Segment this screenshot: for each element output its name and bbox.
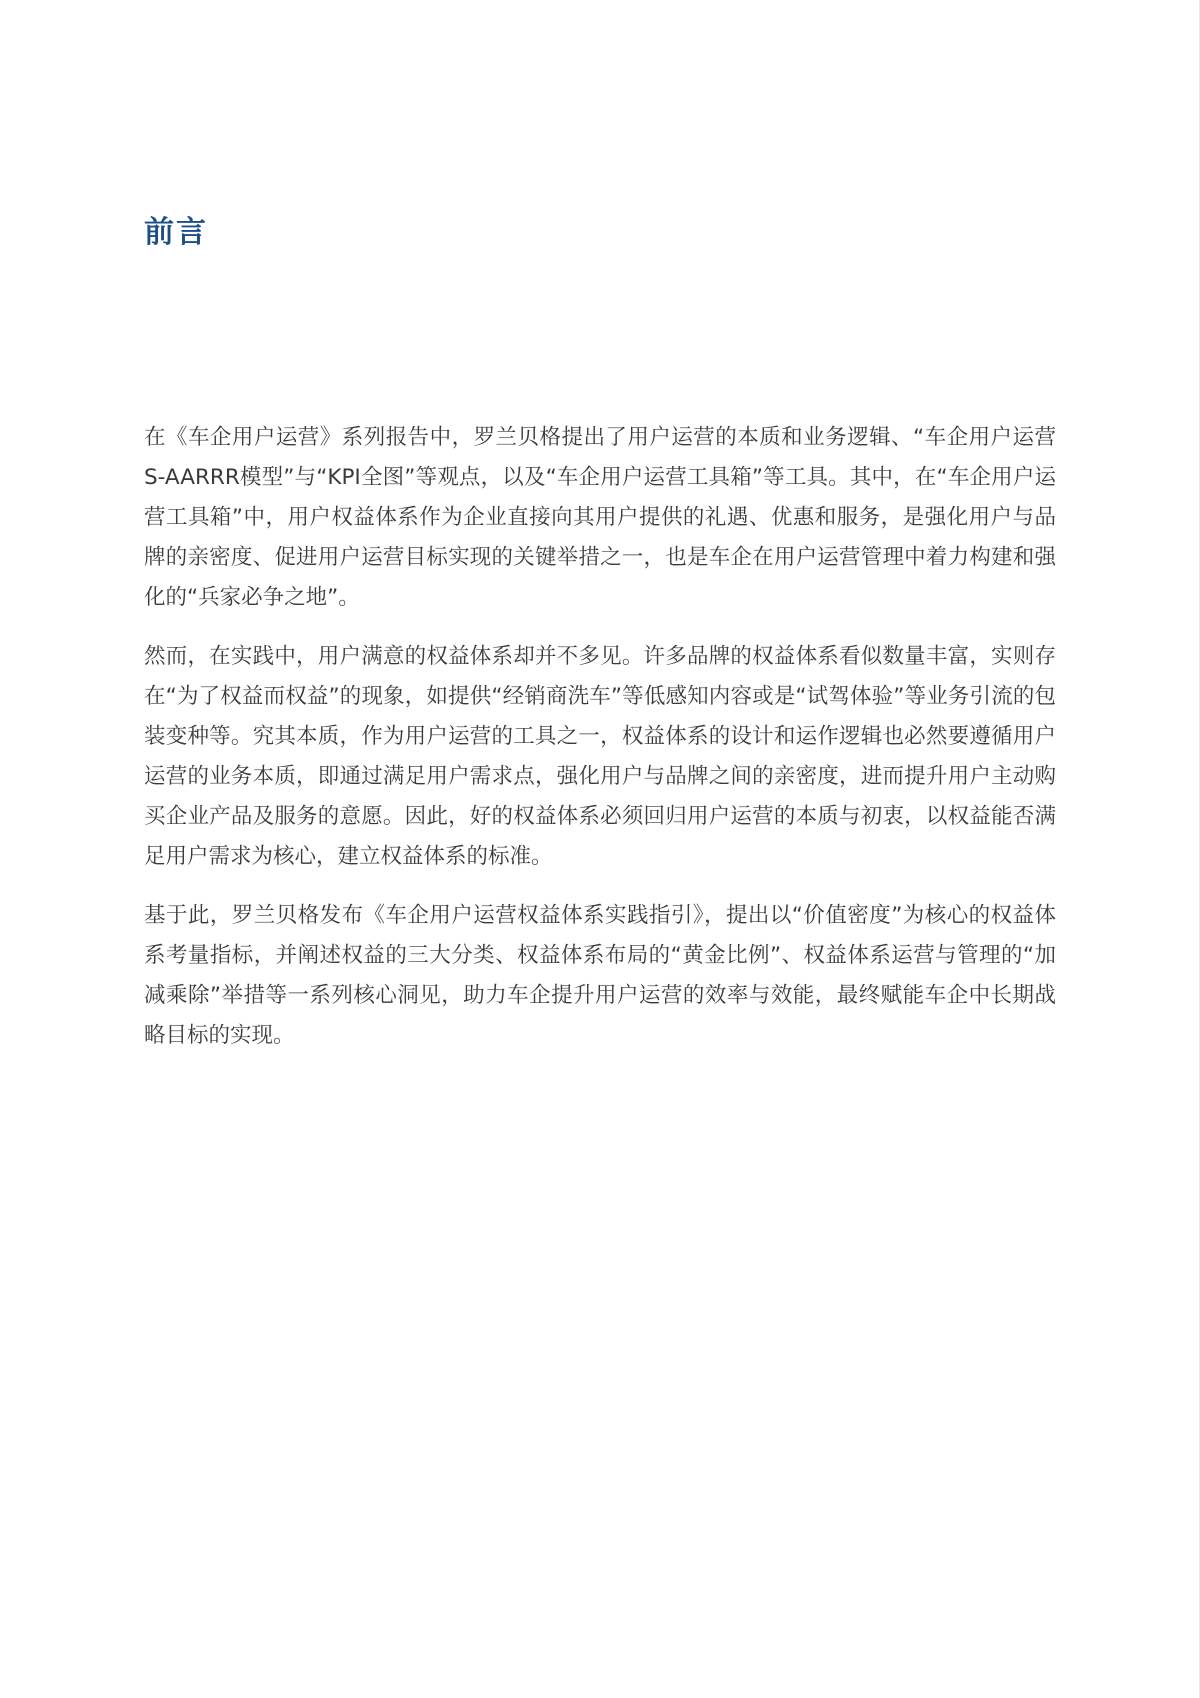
page-title: 前言 <box>144 215 208 250</box>
paragraph-2: 然而，在实践中，用户满意的权益体系却并不多见。许多品牌的权益体系看似数量丰富，实则存在“为了权益而权益”的现象，如提供“经销商洗车”等低感知内容或是“试驾体验”等业务引流的包装变种等。究其本质，作为用户运营的工具之一，权益体系的设计和运作逻辑也必然要遵循用户运营的业务本质，即通过满足用户需求点，强化用户与品牌之间的亲密度，进而提升用户主动购买企业产品及服务的意愿。因此，好的权益体系必须回归用户运营的本质与初衷，以权益能否满足用户需求为核心，建立权益体系的标准。 <box>144 644 1056 869</box>
paragraph-3: 基于此，罗兰贝格发布《车企用户运营权益体系实践指引》，提出以“价值密度”为核心的权益体系考量指标，并阐述权益的三大分类、权益体系布局的“黄金比例”、权益体系运营与管理的“加减乘除”举措等一系列核心洞见，助力车企提升用户运营的效率与效能，最终赋能车企中长期战略目标的实现。 <box>144 903 1056 1048</box>
paragraph-1: 在《车企用户运营》系列报告中，罗兰贝格提出了用户运营的本质和业务逻辑、“车企用户运营S-AARRR模型”与“KPI全图”等观点，以及“车企用户运营工具箱”等工具。其中，在“车企用户运营工具箱”中，用户权益体系作为企业直接向其用户提供的礼遇、优惠和服务，是强化用户与品牌的亲密度、促进用户运营目标实现的关键举措之一，也是车企在用户运营管理中着力构建和强化的“兵家必争之地”。 <box>144 425 1056 610</box>
body-text <box>144 418 1056 1075</box>
